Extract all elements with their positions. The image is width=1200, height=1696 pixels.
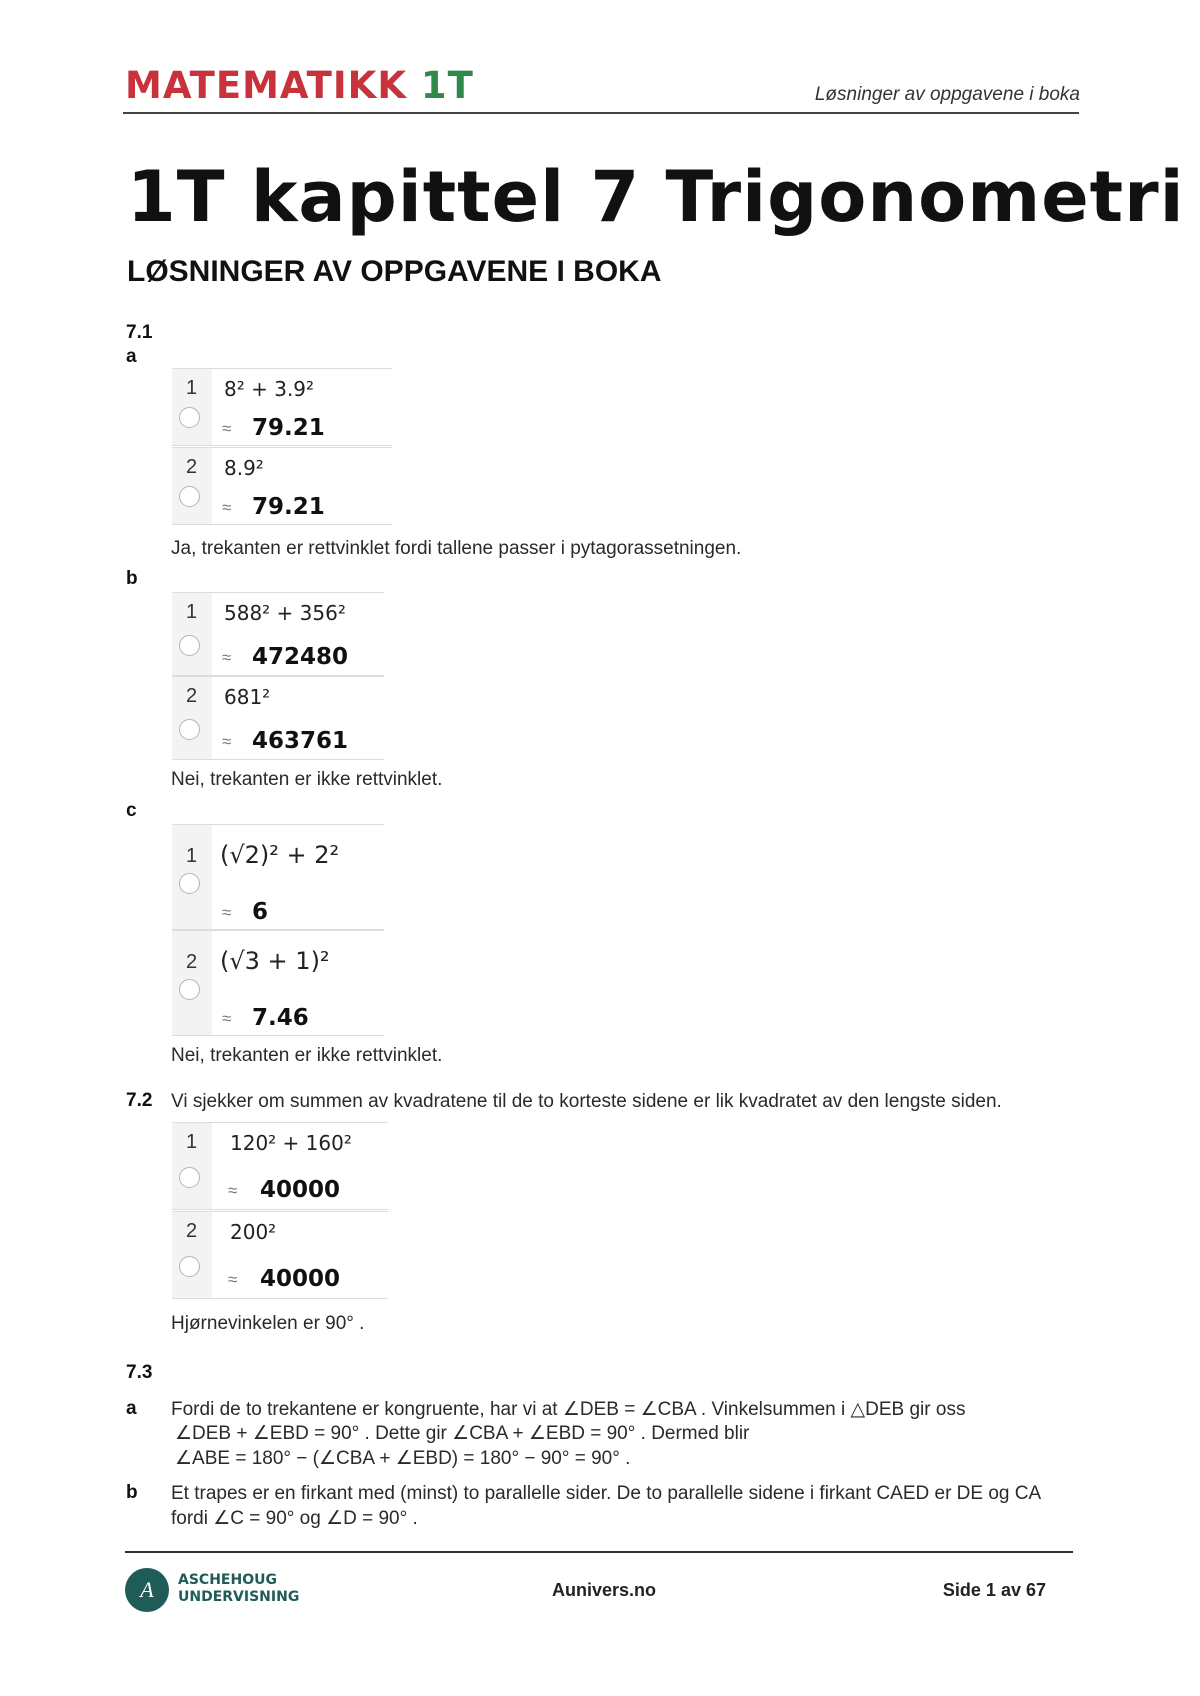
cas-input[interactable]: 681² [224, 685, 271, 709]
cas-input[interactable]: 8² + 3.9² [224, 377, 315, 401]
cas-row-number: 2 [186, 951, 198, 973]
cas-radio-button[interactable] [179, 979, 200, 1000]
cas-result: 79.21 [252, 415, 325, 441]
answer-text: Nei, trekanten er ikke rettvinklet. [171, 769, 443, 790]
cas-radio-button[interactable] [179, 719, 200, 740]
cas-result: 6 [252, 899, 269, 925]
header-subtitle: Løsninger av oppgavene i boka [814, 84, 1080, 105]
cas-row-number: 1 [186, 1131, 198, 1153]
approx-symbol: ≈ [222, 903, 232, 922]
answer-text: Ja, trekanten er rettvinklet fordi tallene passer i pytagorassetningen. [171, 538, 742, 559]
approx-symbol: ≈ [222, 1009, 232, 1028]
subtask-label: c [126, 800, 137, 821]
cas-result: 463761 [252, 728, 349, 754]
approx-symbol: ≈ [222, 498, 232, 517]
subtask-label: b [126, 568, 138, 589]
approx-symbol: ≈ [228, 1181, 238, 1200]
approx-symbol: ≈ [228, 1270, 238, 1289]
answer-text: Hjørnevinkelen er 90° . [171, 1313, 365, 1334]
cas-row [172, 592, 384, 676]
page-title: 1T kapittel 7 Trigonometri [127, 156, 1185, 238]
answer-text: Nei, trekanten er ikke rettvinklet. [171, 1045, 443, 1066]
task-number: 7.2 [126, 1090, 153, 1111]
solution-line: ∠ABE = 180° − (∠CBA + ∠EBD) = 180° − 90° = 90° . [175, 1448, 631, 1469]
brand-name: MATEMATIKK [125, 64, 408, 107]
approx-symbol: ≈ [222, 419, 232, 438]
cas-result: 472480 [252, 644, 349, 670]
cas-block [172, 824, 384, 1034]
cas-input[interactable]: 8.9² [224, 456, 264, 480]
publisher-line-1: ASCHEHOUG [178, 1572, 277, 1588]
cas-block [172, 368, 392, 526]
publisher-name [178, 1572, 299, 1606]
solution-line: ∠DEB + ∠EBD = 90° . Dette gir ∠CBA + ∠EBD = 90° . Dermed blir [175, 1423, 750, 1444]
cas-row [172, 447, 392, 525]
cas-input[interactable]: (√2)² + 2² [220, 841, 340, 869]
publisher-logo-icon: A [125, 1568, 169, 1612]
cas-row-number: 2 [186, 1220, 198, 1242]
cas-result: 7.46 [252, 1005, 309, 1031]
cas-block [172, 592, 384, 758]
cas-input[interactable]: 120² + 160² [230, 1131, 352, 1155]
subtask-label: a [126, 346, 137, 367]
cas-radio-button[interactable] [179, 486, 200, 507]
cas-row [172, 368, 392, 446]
approx-symbol: ≈ [222, 732, 232, 751]
header-divider [123, 112, 1079, 114]
cas-result: 79.21 [252, 494, 325, 520]
cas-radio-button[interactable] [179, 1167, 200, 1188]
solution-line: fordi ∠C = 90° og ∠D = 90° . [171, 1508, 418, 1529]
cas-row-number: 1 [186, 601, 198, 623]
page-number: Side 1 av 67 [942, 1580, 1046, 1600]
solution-line: Fordi de to trekantene er kongruente, har vi at ∠DEB = ∠CBA . Vinkelsummen i △DEB gir oss [171, 1399, 966, 1420]
cas-input[interactable]: 200² [230, 1220, 277, 1244]
cas-block [172, 1122, 388, 1298]
approx-symbol: ≈ [222, 648, 232, 667]
cas-input[interactable]: 588² + 356² [224, 601, 346, 625]
cas-row-number: 2 [186, 685, 198, 707]
page-subtitle: LØSNINGER AV OPPGAVENE I BOKA [127, 255, 662, 288]
publisher-line-2: UNDERVISNING [178, 1589, 300, 1605]
subtask-label: a [126, 1398, 137, 1419]
cas-row [172, 824, 384, 930]
cas-row-number: 2 [186, 456, 198, 478]
cas-row [172, 676, 384, 760]
cas-row [172, 1211, 388, 1299]
cas-radio-button[interactable] [179, 873, 200, 894]
cas-result: 40000 [260, 1266, 341, 1292]
footer-divider [125, 1551, 1073, 1553]
cas-row-number: 1 [186, 377, 198, 399]
cas-row [172, 930, 384, 1036]
subtask-label: b [126, 1482, 138, 1503]
task-intro: Vi sjekker om summen av kvadratene til de to korteste sidene er lik kvadratet av den lengste siden. [171, 1091, 1002, 1112]
task-number: 7.3 [126, 1362, 153, 1383]
cas-result: 40000 [260, 1177, 341, 1203]
task-number: 7.1 [126, 322, 153, 343]
cas-input[interactable]: (√3 + 1)² [220, 947, 330, 975]
brand-logo [125, 62, 474, 110]
cas-radio-button[interactable] [179, 635, 200, 656]
cas-row-number: 1 [186, 845, 198, 867]
solution-line: Et trapes er en firkant med (minst) to parallelle sider. De to parallelle sidene i firkant CAED er DE og CA [171, 1483, 1042, 1504]
cas-radio-button[interactable] [179, 1256, 200, 1277]
brand-tag: 1T [420, 64, 474, 107]
cas-radio-button[interactable] [179, 407, 200, 428]
cas-row [172, 1122, 388, 1210]
footer-site-link[interactable]: Aunivers.no [552, 1580, 657, 1600]
